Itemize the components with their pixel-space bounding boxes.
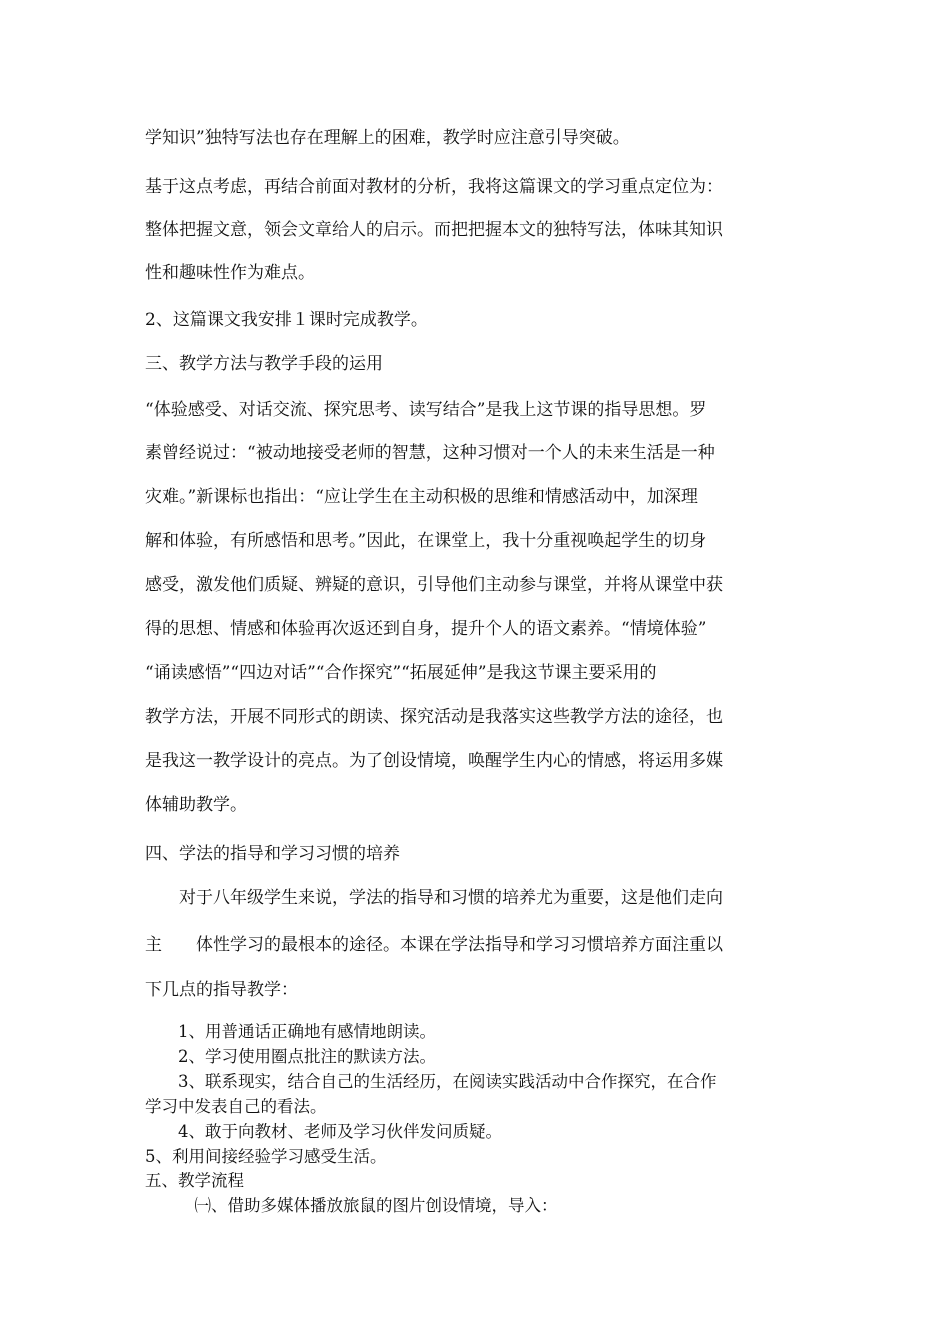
text-line: 素曾经说过：“被动地接受老师的智慧，这种习惯对一个人的未来生活是一种: [145, 443, 715, 463]
text-line: 是我这一教学设计的亮点。为了创设情境，唤醒学生内心的情感，将运用多媒: [145, 751, 723, 771]
text-line: 下几点的指导教学：: [145, 980, 298, 1000]
text-line: “体验感受、对话交流、探究思考、读写结合”是我上这节课的指导思想。罗: [145, 400, 707, 420]
text-line: 得的思想、情感和体验再次返还到自身，提升个人的语文素养。“情境体验”: [145, 619, 707, 639]
text-line: 学知识”独特写法也存在理解上的困难，教学时应注意引导突破。: [145, 128, 630, 148]
list-item: 4、敢于向教材、老师及学习伙伴发问质疑。: [145, 1122, 502, 1141]
list-item: 5、利用间接经验学习感受生活。: [145, 1147, 387, 1166]
text-line: 感受，激发他们质疑、辨疑的意识，引导他们主动参与课堂，并将从课堂中获: [145, 575, 723, 595]
list-item: 2、学习使用圈点批注的默读方法。: [145, 1047, 436, 1066]
text-line: 基于这点考虑，再结合前面对教材的分析，我将这篇课文的学习重点定位为：: [145, 177, 723, 197]
text-line: 灾难。”新课标也指出：“应让学生在主动积极的思维和情感活动中，加深理: [145, 487, 698, 507]
text-line: 教学方法，开展不同形式的朗读、探究活动是我落实这些教学方法的途径，也: [145, 707, 723, 727]
text-line: 2、这篇课文我安排１课时完成教学。: [145, 310, 428, 330]
section-heading: 三、教学方法与教学手段的运用: [145, 354, 383, 374]
text-line: 整体把握文意，领会文章给人的启示。而把把握本文的独特写法，体味其知识: [145, 220, 723, 240]
text-line: “诵读感悟”“四边对话”“合作探究”“拓展延伸”是我这节课主要采用的: [145, 663, 657, 683]
list-item: 3、联系现实，结合自己的生活经历，在阅读实践活动中合作探究，在合作: [145, 1072, 717, 1091]
text-line: ㈠、借助多媒体播放旅鼠的图片创设情境，导入：: [145, 1196, 558, 1215]
text-line: 体辅助教学。: [145, 795, 247, 815]
text-line: 主 体性学习的最根本的途径。本课在学法指导和学习习惯培养方面注重以: [145, 935, 723, 955]
section-heading: 五、教学流程: [145, 1171, 244, 1190]
text-line: 性和趣味性作为难点。: [145, 263, 315, 283]
text-line: 学习中发表自己的看法。: [145, 1097, 327, 1116]
section-heading: 四、学法的指导和学习习惯的培养: [145, 844, 400, 864]
text-line: 解和体验，有所感悟和思考。”因此，在课堂上，我十分重视唤起学生的切身: [145, 531, 707, 551]
list-item: 1、用普通话正确地有感情地朗读。: [145, 1022, 436, 1041]
text-line: 对于八年级学生来说，学法的指导和习惯的培养尤为重要，这是他们走向: [145, 888, 723, 908]
